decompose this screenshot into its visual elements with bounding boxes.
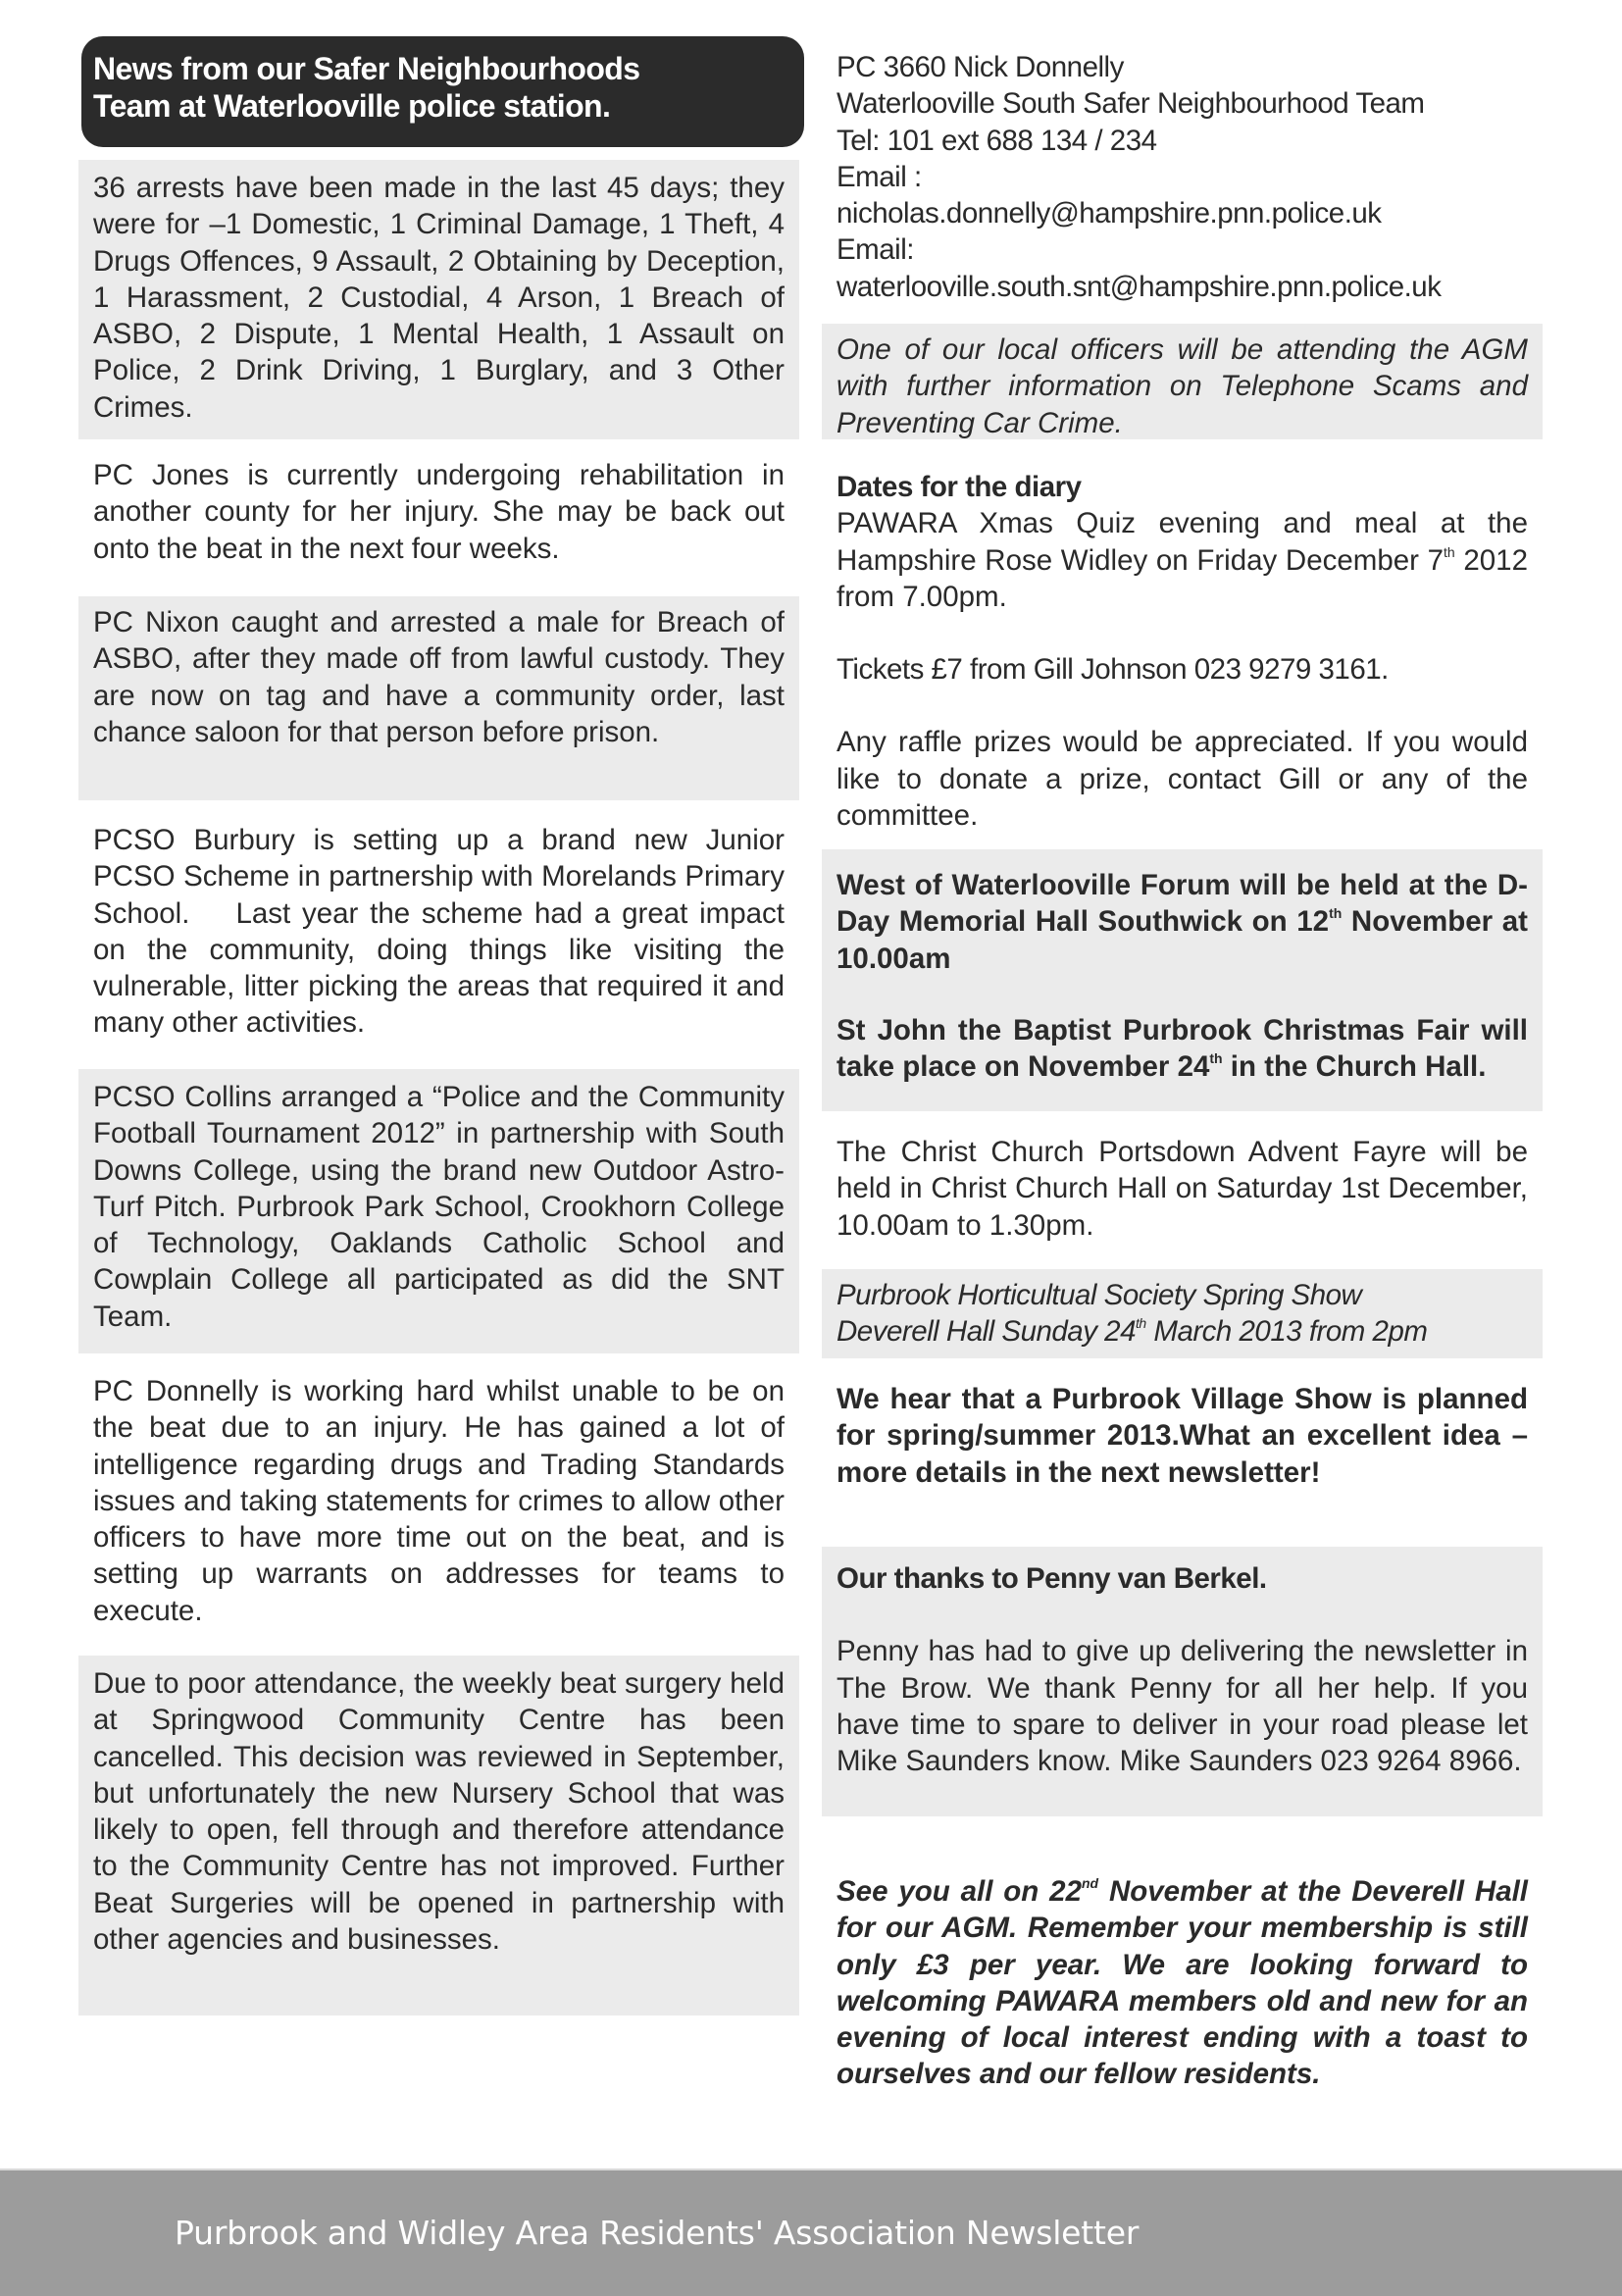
beat-surgery-box [78,1656,799,2015]
quiz-sup: th [1444,543,1455,560]
pcso-burbury-block [78,822,799,1057]
contact-email-1[interactable]: nicholas.donnelly@hampshire.pnn.police.uk [836,197,1382,230]
forum-text-main: West of Waterlooville Forum will be held at the D-Day Memorial Hall Southwick on 12 [836,869,1528,939]
section-header [81,36,804,147]
forum-text-end: November at 10.00am [836,905,1528,975]
raffle-text: Any raffle prizes would be appreciated. If you would like to donate a prize, contact Gill or any of the committee. [836,726,1528,833]
diary-block [822,469,1543,833]
spacer [836,615,1528,651]
spacer [836,1597,1528,1633]
pc-jones-text: PC Jones is currently undergoing rehabilitation in another county for her injury. She may be back out onto the beat in the next four weeks. [93,459,785,565]
agm-invite-main: See you all on 22 [836,1875,1082,1908]
village-show-block [822,1381,1543,1538]
pcso-collins-text: PCSO Collins arranged a “Police and the Community Football Tournament 2012” in partnership with South Downs College, using the brand new Outdoor Astro-Turf Pitch. Purbrook Park School, Crookhorn College of Technology, Oaklands Catholic School and Cowplain College all participated as did the SNT Team. [93,1081,785,1333]
pc-donnelly-block [78,1373,799,1638]
events-box [822,849,1543,1111]
header-title-line1: News from our Safer Neighbourhoods [93,51,640,86]
agm-invite-block [822,1873,1543,2109]
contact-name: PC 3660 Nick Donnelly [836,51,1124,83]
header-title-line2: Team at Waterlooville police station. [93,88,611,124]
village-show-text: We hear that a Purbrook Village Show is planned for spring/summer 2013.What an excellent idea – more details in the next newsletter! [836,1383,1528,1489]
fair-sup: th [1209,1050,1223,1067]
spacer [836,977,1528,1012]
footer-bar [0,2168,1622,2296]
fair-text [836,1012,1528,1086]
beat-surgery-text: Due to poor attendance, the weekly beat surgery held at Springwood Community Centre has been cancelled. This decision was reviewed in September, but unfortunately the new Nursery School that was likely to open, fell through and therefore attendance to the Community Centre has not improved. Further Beat Surgeries will be opened in partnership with other agencies and businesses. [93,1667,785,1957]
quiz-text-end: 2012 from 7.00pm. [836,543,1528,613]
horticultural-line2 [836,1313,1528,1350]
footer-title: Purbrook and Widley Area Residents' Association Newsletter [175,2214,1140,2252]
horticultural-box [822,1269,1543,1358]
forum-sup: th [1329,905,1343,922]
agm-invite-end: November at the Deverell Hall for our AGM. Remember your membership is still only £3 per year. We are looking forward to welcoming PAWARA members old and new for an evening of local interest ending with a toast to ourselves and our fellow residents. [836,1875,1528,2091]
arrests-box [78,160,799,439]
pcso-burbury-text: PCSO Burbury is setting up a brand new Junior PCSO Scheme in partnership with Morelands Primary School. Last year the scheme had a great impact on the community, doing things like visiting the vulnerable, litter picking the areas that required it and many other activities. [93,824,793,1040]
pcso-collins-box [78,1069,799,1353]
quiz-text-main: PAWARA Xmas Quiz evening and meal at the Hampshire Rose Widley on Friday December 7 [836,507,1528,577]
forum-text [836,867,1528,977]
contact-email-label-1: Email : [836,160,922,193]
agm-invite-text [836,1873,1528,2093]
fair-text-main: St John the Baptist Purbrook Christmas Fair will take place on November 24 [836,1013,1528,1084]
thanks-box [822,1547,1543,1816]
contact-tel: Tel: 101 ext 688 134 / 234 [836,124,1157,157]
pc-nixon-text: PC Nixon caught and arrested a male for Breach of ASBO, after they made off from lawful custody. They are now on tag and have a community order, last chance saloon for that person before prison. [93,606,785,748]
pc-jones-block [78,457,799,580]
agm-invite-sup: nd [1081,1875,1099,1892]
contact-email-2[interactable]: waterlooville.south.snt@hampshire.pnn.police.uk [836,270,1442,303]
contact-email-label-2: Email: [836,233,914,267]
diary-heading: Dates for the diary [836,471,1082,503]
agm-officer-box [822,324,1543,439]
horticultural-line2-end: March 2013 from 2pm [1145,1315,1428,1349]
agm-officer-text: One of our local officers will be attending the AGM with further information on Telephone Scams and Preventing Car Crime. [836,333,1528,439]
horticultural-sup: th [1135,1315,1146,1332]
arrests-text: 36 arrests have been made in the last 45 days; they were for –1 Domestic, 1 Criminal Damage, 1 Theft, 4 Drugs Offences, 9 Assault, 2 Obtaining by Deception, 1 Harassment, 2 Custodial, 4 Arson, 1 Breach of ASBO, 2 Dispute, 1 Mental Health, 1 Assault on Police, 2 Drink Driving, 1 Burglary, and 3 Other Crimes. [93,172,785,424]
tickets-text: Tickets £7 from Gill Johnson 023 9279 3161. [836,653,1389,687]
advent-block [822,1134,1543,1256]
horticultural-line1: Purbrook Horticultual Society Spring Show [836,1279,1362,1311]
advent-text: The Christ Church Portsdown Advent Fayre will be held in Christ Church Hall on Saturday 1st December, 10.00am to 1.30pm. [836,1136,1528,1242]
horticultural-line2-main: Deverell Hall Sunday 24 [836,1315,1136,1349]
thanks-body: Penny has had to give up delivering the newsletter in The Brow. We thank Penny for all her help. If you have time to spare to deliver in your road please let Mike Saunders know. Mike Saunders 023 9264 8966. [836,1635,1528,1778]
pc-nixon-box [78,596,799,800]
contact-block [822,49,1543,304]
quiz-text [836,505,1528,615]
pc-donnelly-text: PC Donnelly is working hard whilst unable to be on the beat due to an injury. He has gained a lot of intelligence regarding drugs and Trading Standards issues and taking statements for crimes to allow other officers to have more time out on the beat, and is setting up warrants on addresses for teams to execute. [93,1375,785,1627]
thanks-heading: Our thanks to Penny van Berkel. [836,1562,1267,1595]
fair-text-end: in the Church Hall. [1222,1050,1487,1084]
contact-team: Waterlooville South Safer Neighbourhood Team [836,87,1425,121]
spacer [836,688,1528,724]
